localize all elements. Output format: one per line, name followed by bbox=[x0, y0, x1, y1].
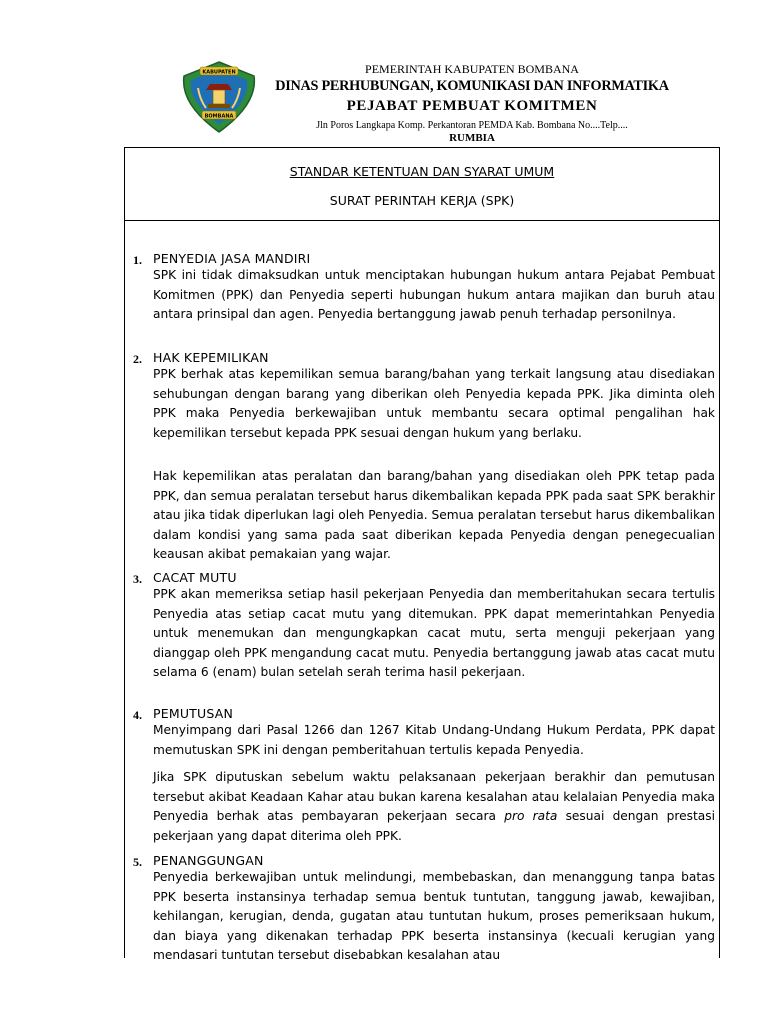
section-paragraph: SPK ini tidak dimaksudkan untuk menciptakan hubungan hukum antara Pejabat Pembuat Komitmen (PPK) dan Penyedia seperti hubungan hukum antara majikan dan buruh atau antara prinsipal dan agen. Penyedia bertanggung jawab penuh terhadap personilnya. bbox=[153, 268, 715, 321]
logo-bottom-text: BOMBANA bbox=[204, 113, 234, 120]
section-paragraph: Hak kepemilikan atas peralatan dan barang/bahan yang disediakan oleh PPK tetap pada PPK, dan semua peralatan tersebut harus dikembalikan kepada PPK pada saat SPK berakhir atau jika tidak diperlukan lagi oleh Penyedia. Semua peralatan tersebut harus dikembalikan dalam kondisi yang sama pada saat diberikan kepada Penyedia dengan penegecualian keausan akibat pemakaian yang wajar. bbox=[153, 469, 715, 561]
paragraph-italic-term: pro rata bbox=[504, 809, 558, 823]
paragraph-text: sesuai dengan prestasi pekerjaan yang dapat diterima oleh PPK. bbox=[153, 809, 715, 843]
regency-logo-icon bbox=[178, 60, 260, 134]
document-title: STANDAR KETENTUAN DAN SYARAT UMUM bbox=[289, 164, 555, 179]
government-name: PEMERINTAH KABUPATEN BOMBANA bbox=[365, 62, 579, 76]
section-paragraph: PPK berhak atas kepemilikan semua barang/bahan yang terkait langsung atau disediakan sehubungan dengan barang yang diberikan oleh Penyedia kepada PPK. Jika diminta oleh PPK maka Penyedia berkewajiban untuk membantu secara optimal pengalihan hak kepemilikan tersebut kepada PPK sesuai dengan hukum yang berlaku. bbox=[153, 367, 715, 440]
box-header bbox=[125, 148, 719, 221]
section-paragraph: Menyimpang dari Pasal 1266 dan 1267 Kitab Undang-Undang Hukum Perdata, PPK dapat memutuskan SPK ini dengan pemberitahuan tertulis kepada Penyedia. bbox=[153, 723, 715, 757]
section-heading: CACAT MUTU bbox=[153, 570, 237, 585]
office-address: Jln Poros Langkapa Komp. Perkantoran PEMDA Kab. Bombana No....Telp.... bbox=[316, 120, 628, 131]
section-number: 3. bbox=[133, 572, 142, 586]
section-number: 4. bbox=[133, 708, 142, 722]
official-title: PEJABAT PEMBUAT KOMITMEN bbox=[346, 98, 598, 114]
section-number: 5. bbox=[133, 855, 142, 869]
logo-top-text: KABUPATEN bbox=[202, 69, 236, 76]
paragraph-text: Jika SPK diputuskan sebelum waktu pelaksanaan pekerjaan berakhir dan pemutusan tersebut akibat Keadaan Kahar atau bukan karena kesalahan atau kelalaian Penyedia maka Penyedia berhak atas pembayaran pekerjaan secara bbox=[153, 770, 715, 823]
section-paragraph bbox=[153, 768, 715, 846]
department-name: DINAS PERHUBUNGAN, KOMUNIKASI DAN INFORMATIKA bbox=[275, 78, 669, 94]
section-number: 1. bbox=[133, 253, 142, 267]
section-heading: PENYEDIA JASA MANDIRI bbox=[153, 251, 311, 266]
document-subtitle: SURAT PERINTAH KERJA (SPK) bbox=[329, 193, 515, 208]
section-paragraph: PPK akan memeriksa setiap hasil pekerjaan Penyedia dan memberitahukan secara tertulis Penyedia atas setiap cacat mutu yang ditemukan. PPK dapat memerintahkan Penyedia untuk menemukan dan mengungkapkan cacat mutu, serta menguji pekerjaan yang dianggap oleh PPK mengandung cacat mutu. Penyedia bertanggung jawab atas cacat mutu selama 6 (enam) bulan setelah serah terima hasil pekerjaan. bbox=[153, 587, 715, 679]
section-heading: PEMUTUSAN bbox=[153, 706, 234, 721]
office-city: RUMBIA bbox=[449, 132, 495, 144]
section-heading: HAK KEPEMILIKAN bbox=[153, 350, 269, 365]
section-paragraph: Penyedia berkewajiban untuk melindungi, membebaskan, dan menanggung tanpa batas PPK beserta instansinya terhadap semua bentuk tuntutan, tanggung jawab, kewajiban, kehilangan, kerugian, denda, gugatan atau tuntutan hukum, proses pemeriksaan hukum, dan biaya yang dikenakan terhadap PPK beserta instansinya (kecuali kerugian yang mendasari tuntutan tersebut disebabkan kesalahan atau bbox=[153, 870, 715, 962]
section-heading: PENANGGUNGAN bbox=[153, 853, 264, 868]
section-number: 2. bbox=[133, 352, 142, 366]
